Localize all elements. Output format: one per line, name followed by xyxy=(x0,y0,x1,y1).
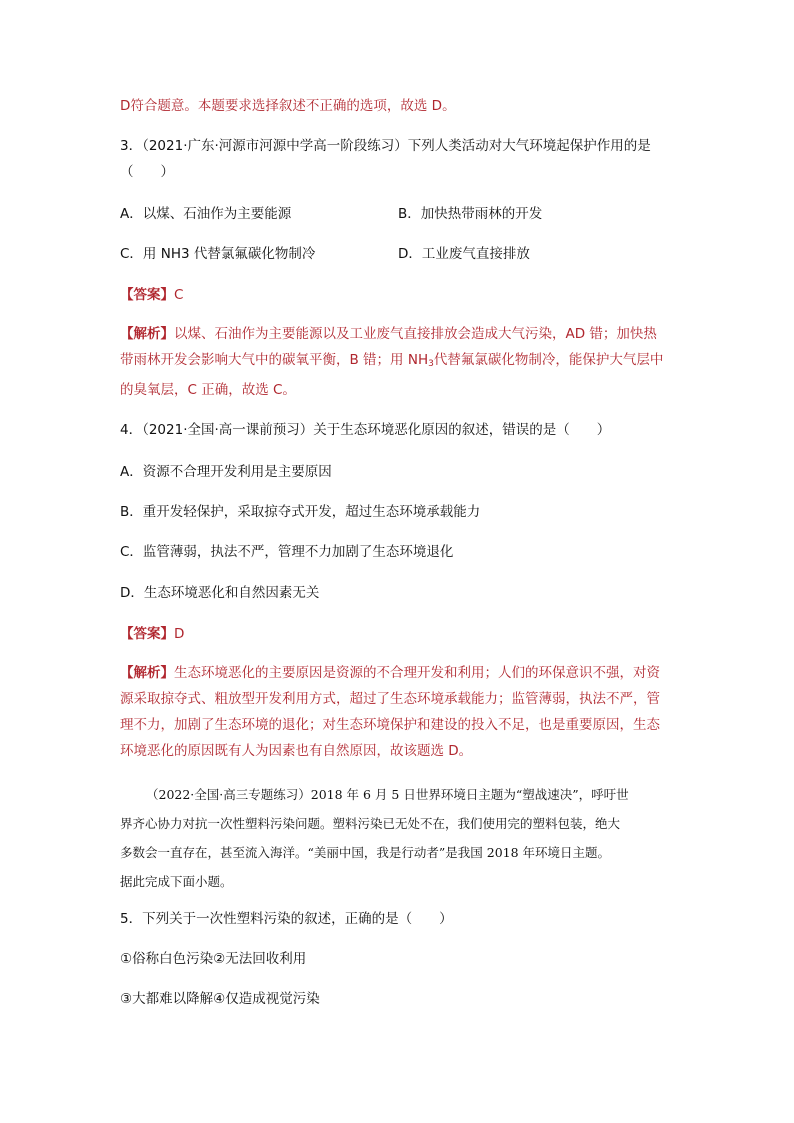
q3-stem: 3．（2021·广东·河源市河源中学高一阶段练习）下列人类活动对大气环境起保护作用的是 xyxy=(120,138,651,154)
analysis-tag: 【解析】 xyxy=(120,326,174,342)
answer-value: C xyxy=(174,287,184,303)
q3-option-b: B．加快热带雨林的开发 xyxy=(398,206,543,222)
answer-tag: 【答案】 xyxy=(120,626,174,642)
q5-item-1: ①俗称白色污染②无法回收利用 xyxy=(120,951,307,967)
q4-option-b: B．重开发轻保护，采取掠夺式开发，超过生态环境承载能力 xyxy=(120,504,481,520)
q3-analysis: 【解析】以煤、石油作为主要能源以及工业废气直接排放会造成大气污染，AD 错；加快热 带雨林开发会影响大气中的碳氧平衡，B 错；用 $NH_3$代替氟氯碳化物制冷，能保护大气层中 的臭氧层，C 正确，故选 C。 xyxy=(120,326,664,398)
answer-tag: 【答案】 xyxy=(120,287,174,303)
q3-option-d: D．工业废气直接排放 xyxy=(398,246,530,262)
q3-option-a: A．以煤、石油作为主要能源 xyxy=(120,206,292,222)
q3-option-c: C．用 NH3 代替氯氟碳化物制冷 xyxy=(120,246,316,262)
q3-paren: （ ） xyxy=(120,164,174,180)
q3-answer xyxy=(120,285,183,305)
q5-item-2: ③大都难以降解④仅造成视觉污染 xyxy=(120,991,320,1007)
material-passage: （2022·全国·高三专题练习）2018 年 6 月 5 日世界环境日主题为“塑战速决”，呼吁世 界齐心协力对抗一次性塑料污染问题。塑料污染已无处不在，我们使用完的塑料包装，绝大 多数会一直存在，甚至流入海洋。“美丽中国，我是行动者”是我国 2018 年环境日主题。 据此完成下面小题。 xyxy=(120,787,629,889)
q4-option-c: C．监管薄弱，执法不严，管理不力加剧了生态环境退化 xyxy=(120,544,454,560)
q4-option-d: D．生态环境恶化和自然因素无关 xyxy=(120,585,320,601)
answer-value: D xyxy=(174,626,185,642)
q4-answer xyxy=(120,624,184,644)
prev-analysis-tail: D符合题意。本题要求选择叙述不正确的选项，故选 D。 xyxy=(120,98,456,114)
q4-analysis: 【解析】生态环境恶化的主要原因是资源的不合理开发和利用；人们的环保意识不强，对资 源采取掠夺式、粗放型开发利用方式，超过了生态环境承载能力；监管薄弱，执法不严，管 理不力，加剧了生态环境的退化；对生态环境保护和建设的投入不足，也是重要原因，生态 环境恶化的原因既有人为因素也有自然原因，故该题选 D。 xyxy=(120,665,660,759)
q4-option-a: A．资源不合理开发利用是主要原因 xyxy=(120,464,332,480)
q4-stem: 4．（2021·全国·高一课前预习）关于生态环境恶化原因的叙述，错误的是（ ） xyxy=(120,422,611,438)
analysis-tag: 【解析】 xyxy=(120,665,174,681)
q5-stem: 5．下列关于一次性塑料污染的叙述，正确的是（ ） xyxy=(120,911,453,927)
